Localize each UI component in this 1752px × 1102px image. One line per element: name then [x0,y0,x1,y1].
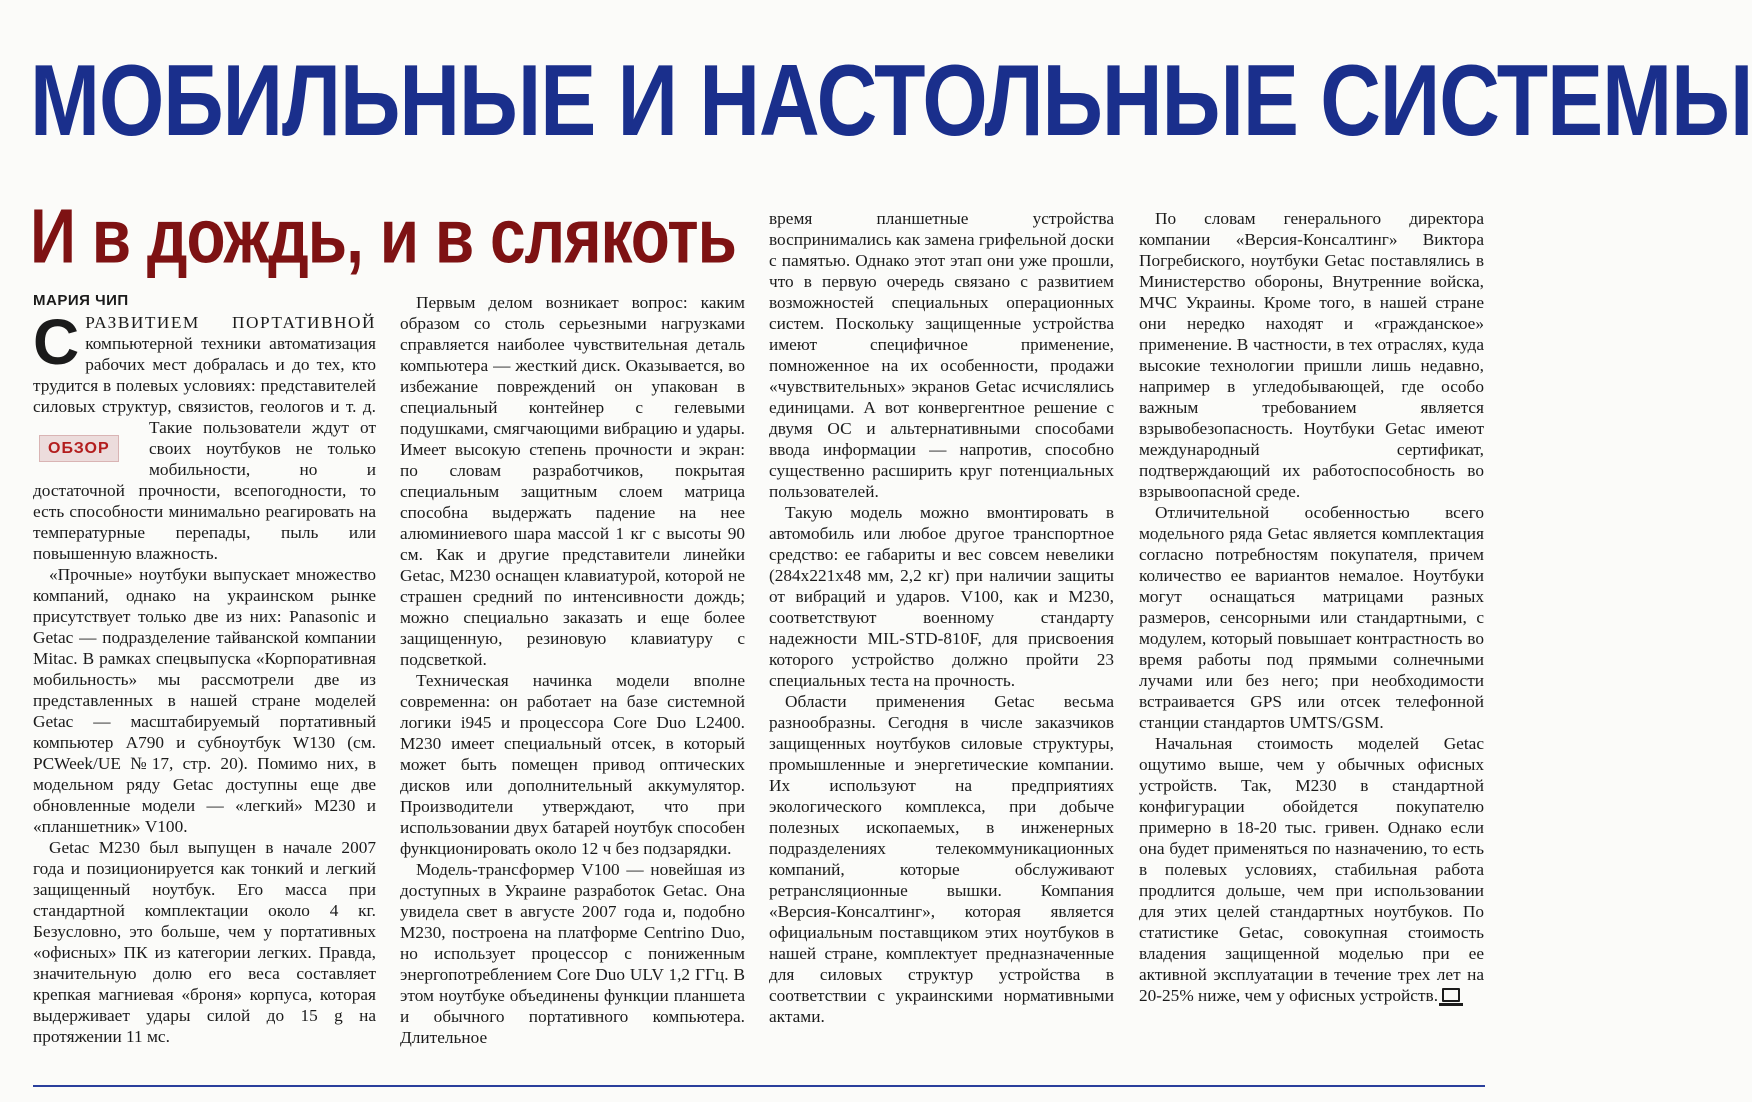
paragraph: По словам генерального директора компании «Версия-Консалтинг» Виктора Погребиского, ноутбуки Getac поставлялись в Министерство обороны, Внутренние войска, МЧС Украины. Кроме того, в нашей стране они нередко находят и «гражданское» применение. В частности, в тех отраслях, куда высокие технологии пришли лишь недавно, например в угледобывающей, где особо важным требованием является взрывобезопасность. Ноутбуки Getac имеют международный сертификат, подтверждающий их работоспособность во взрывоопасной среде. [1139,209,1484,501]
article-column-3 [769,208,1114,1027]
paragraph: Модель-трансформер V100 — новейшая из доступных в Украине разработок Getac. Она увидела свет в августе 2007 года и, подобно M230, построена на платформе Centrino Duo, но использует процессор с пониженным энергопотреблением Core Duo ULV 1,2 ГГц. В этом ноутбуке объединены функции планшета и обычного портативного компьютера. Длительное [400,860,745,1047]
end-of-article-icon [1442,988,1460,1002]
lead-text-continued: ждут от своих ноутбуков не только мобильности, но и достаточной прочности, всепогодности, то есть способности минимально реагировать на температурные перепады, пыль или повышенную влажность. [33,418,377,563]
article-column-4 [1139,208,1484,1006]
badge-holder [33,425,143,469]
paragraph: Области применения Getac весьма разнообразны. Сегодня в числе заказчиков защищенных ноутбуков силовые структуры, промышленные и энергетические компании. Их используют на предприятиях экологического комплекса, при добыче полезных ископаемых, в инженерных подразделениях телекоммуникационных компаний, которые обслуживают ретрансляционные вышки. Компания «Версия-Консалтинг», которая является официальным поставщиком этих ноутбуков в нашей стране, комплектует предназначенные для силовых структур устройства в соответствии с украинскими нормативными актами. [769,692,1114,1026]
author-byline: МАРИЯ ЧИП [33,292,129,309]
paragraph: Первым делом возникает вопрос: каким образом со столь серьезными нагрузками справляется наиболее чувствительная деталь компьютера — жесткий диск. Оказывается, во избежание повреждений он упакован в специальный контейнер с гелевыми подушками, смягчающими вибрацию и удары. Имеет высокую степень прочности и экран: по словам разработчиков, покрытая специальным защитным слоем матрица способна выдержать падение на нее алюминиевого шара массой 1 кг с высоты 90 см. Как и другие представители линейки Getac, M230 оснащен клавиатурой, которой не страшен средний по интенсивности дождь; можно специально заказать и еще более защищенную, резиновую клавиатуру с подсветкой. [400,293,745,669]
bottom-rule [33,1085,1485,1087]
paragraph: Такую модель можно вмонтировать в автомобиль или любое другое транспортное средство: ее габариты и вес совсем невелики (284x221x48 мм, 2,2 кг) при наличии защиты от вибраций и ударов. V100, как и M230, соответствуют военному стандарту надежности MIL-STD-810F, для присвоения которого устройство должно пройти 23 специальных теста на прочность. [769,503,1114,690]
lead-paragraph [33,306,377,564]
article-title: И в дождь, и в слякоть [30,192,736,280]
lead-caps: РАЗВИТИЕМ ПОРТАТИВНОЙ [85,313,376,332]
review-badge: ОБЗОР [39,435,119,462]
paragraph: «Прочные» ноутбуки выпускает множество компаний, однако на украинском рынке присутствует только две из них: Panasonic и Getac — подразделение тайванской компании Mitac. В рамках спецвыпуска «Корпоративная мобильность» мы рассмотрели две из представленных в нашей стране моделей Getac — масштабируемый портативный компьютер A790 и субноутбук W130 (см. PCWeek/UE №17, стр. 20). Помимо них, в модельном ряду Getac доступны еще две обновленные модели — «легкий» M230 и «планшетник» V100. [33,565,376,836]
section-title: МОБИЛЬНЫЕ И НАСТОЛЬНЫЕ СИСТЕМЫ [30,43,1752,157]
paragraph: Getac M230 был выпущен в начале 2007 года и позиционируется как тонкий и легкий защищенный ноутбук. Его масса при стандартной комплектации около 4 кг. Безусловно, это больше, чем у портативных «офисных» ПК из категории легких. Правда, значительную долю его веса составляет крепкая магниевая «броня» корпуса, которая выдерживает удары силой до 15 g на протяжении 11 мс. [33,838,376,1046]
paragraph: Отличительной особенностью всего модельного ряда Getac является комплектация согласно потребностям покупателя, причем количество ее вариантов немалое. Ноутбуки могут оснащаться матрицами разных размеров, сенсорными или стандартными, с модулем, который повышает контрастность во время работы под прямыми солнечными лучами или без него; при необходимости встраивается GPS или отсек телефонной станции стандартов UMTS/GSM. [1139,503,1484,732]
paragraph: Техническая начинка модели вполне современна: он работает на базе системной логики i945 и процессора Core Duo L2400. M230 имеет специальный отсек, в который может быть помещен привод оптических дисков или дополнительный аккумулятор. Производители утверждают, что при использовании двух батарей ноутбук способен функционировать около 12 ч без подзарядки. [400,671,745,858]
paragraph: время планшетные устройства воспринимались как замена грифельной доски с памятью. Однако этот этап они уже прошли, что в первую очередь связано с развитием возможностей специальных операционных систем. Поскольку защищенные устройства имеют специфичное применение, помноженное на их особенности, продажи «чувствительных» экранов Getac исчислялись единицами. А вот конвергентное решение с двумя ОС и альтернативными способами ввода информации — напротив, способно существенно расширить круг потенциальных пользователей. [769,209,1114,501]
article-column-1 [33,306,377,1047]
drop-cap: С [33,306,80,378]
lead-text: компьютерной техники автоматизация рабочих мест добралась и до тех, кто трудится в полевых условиях: представителей силовых структур, связистов, геологов и т. д. Такие пользователи [33,334,376,437]
final-text: Начальная стоимость моделей Getac ощутимо выше, чем у обычных офисных устройств. Так, M230 в стандартной конфигурации обойдется покупателю примерно в 18-20 тыс. гривен. Однако если она будет применяться по назначению, то есть в полевых условиях, стабильная работа продлится дольше, чем при использовании для этих целей стандартных ноутбуков. По статистике Getac, совокупная стоимость владения защищенной моделью при ее активной эксплуатации в течение трех лет на 20-25% ниже, чем у офисных устройств. [1139,734,1484,1005]
article-column-2 [400,292,745,1048]
paragraph-final [1139,733,1484,1006]
